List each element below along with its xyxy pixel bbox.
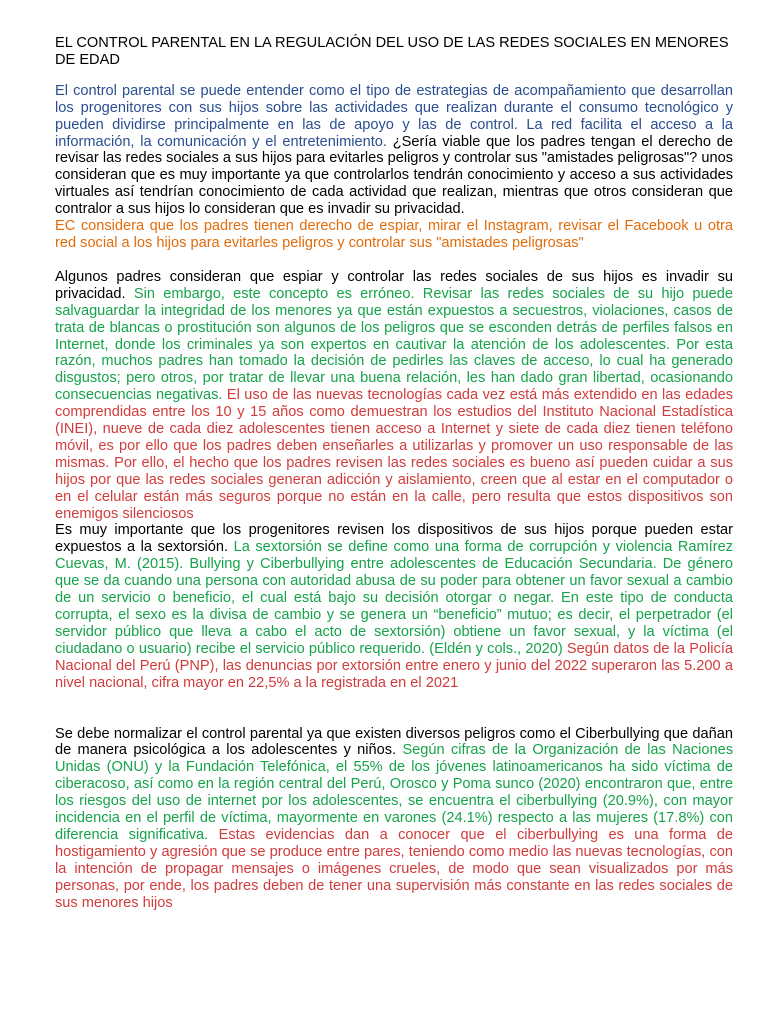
privacy-evidence-text: El uso de las nuevas tecnologías cada vez está más extendido en las edades comprendidas entre los 10 y 15 años como demuestran los estudios del Instituto Nacional Estadística (INEI), nueve de cada diez adolescentes tienen acceso a Internet y siete de cada diez tienen teléfono móvil, es por ello que los padres deben enseñarles a utilizarlas y promover un uso responsable de las mismas. Por ello, el hecho que los padres revisen las redes sociales es bueno así pueden cuidar a sus hijos por que las redes sociales generan adicción y aislamiento, creen que al estar en el computador o en el celular están más seguros porque no están en la calle, pero resulta que estos dispositivos son enemigos silenciosos xyxy=(55,387,734,522)
paragraph-spacer xyxy=(55,252,733,269)
document-title: EL CONTROL PARENTAL EN LA REGULACIÓN DEL USO DE LAS REDES SOCIALES EN MENORES DE EDAD xyxy=(55,35,729,68)
paragraph-spacer xyxy=(55,692,733,726)
privacy-argument-text: Sin embargo, este concepto es erróneo. Revisar las redes sociales de su hijo puede salvaguardar la integridad de los menores ya que están expuestos a secuestros, violaciones, casos de trata de blancas o prostitución son algunos de los peligros que se esconden detrás de perfiles falsos en Internet, donde los criminales ya son expertos en cautivar la atención de los adolescentes. Por esta razón, muchos padres han tomado la decisión de pedirles las claves de acceso, lo cual ha generado disgustos; pero otros, por tratar de llevar una buena relación, les han dado gran libertad, ocasionando consecuencias negativas. xyxy=(55,285,733,404)
sextortion-definition-text: La sextorsión se define como una forma de corrupción y violencia Ramírez Cuevas, M. (2015). Bullying y Ciberbullying entre adolescentes de Educación Secundaria. De género que se da cuando una persona con autoridad abusa de su poder para obtener un favor sexual a cambio de un servicio o beneficio, el cual está bajo su decisión otorgar o negar. En este tipo de conducta corrupta, el sexo es la divisa de cambio y se genera un “beneficio” mutuo; es decir, el perpetrador (el servidor público que lleva a cabo el acto de sextorsión) obtiene un favor sexual, y la víctima (el ciudadano o usuario) recibe el servicio público requerido. (Eldén y cols., 2020) xyxy=(55,539,734,657)
paragraph-intro xyxy=(55,83,733,218)
paragraph-cyberbullying xyxy=(55,726,733,912)
sextortion-statistics-text: Según datos de la Policía Nacional del Perú (PNP), las denuncias por extorsión entre enero y junio del 2022 superaron las 5.200 a nivel nacional, cifra mayor en 22,5% a la registrada en el 2021 xyxy=(55,640,733,691)
position-statement-text: EC considera que los padres tienen derecho de espiar, mirar el Instagram, revisar el Facebook u otra red social a los hijos para evitarles peligros y controlar sus "amistades peligrosas" xyxy=(55,218,733,251)
paragraph-position xyxy=(55,218,733,252)
intro-definition-text: El control parental se puede entender como el tipo de estrategias de acompañamiento que desarrollan los progenitores con sus hijos sobre las actividades que realizan durante el consumo tecnológico y pueden dividirse principalmente en las de apoyo y las de control. La red facilita el acceso a la información, la comunicación y el entretenimiento. xyxy=(55,82,733,150)
document-page xyxy=(55,35,733,912)
paragraph-sextortion xyxy=(55,522,733,691)
paragraph-privacy xyxy=(55,269,733,523)
cyberbullying-statistics-text: Según cifras de la Organización de las Naciones Unidas (ONU) y la Fundación Telefónica, el 55% de los jóvenes latinoamericanos ha sido víctima de ciberacoso, así como en la región central del Perú, Orosco y Poma sunco (2020) encontraron que, entre los riesgos del uso de internet por los adolescentes, se encuentra el ciberbullying (20.9%), con mayor incidencia en el perfil de víctima, mayormente en varones (24.1%) respecto a las mujeres (17.8%) con diferencia significativa. xyxy=(55,742,734,843)
intro-question-text: ¿Sería viable que los padres tengan el derecho de revisar las redes sociales a sus hijos para evitarles peligros y controlar sus "amistades peligrosas"? unos consideran que es muy importante ya que controlarlos tendrán conocimiento y acceso a sus actividades virtuales así tendrían conocimiento de cada actividad que realizan, mientras que otros consideran que contralor a sus hijos lo consideran que es invadir su privacidad. xyxy=(55,133,733,218)
privacy-topic-text: Algunos padres consideran que espiar y controlar las redes sociales de sus hijos es invadir su privacidad. xyxy=(55,268,733,302)
cyberbullying-conclusion-text: Estas evidencias dan a conocer que el ciberbullying es una forma de hostigamiento y agresión que se produce entre pares, teniendo como medio las nuevas tecnologías, con la intención de propagar mensajes o imágenes crueles, de modo que sean visualizados por más personas, por ende, los padres deben de tener una supervisión más constante en las redes sociales de sus menores hijos xyxy=(55,826,733,911)
sextortion-topic-text: Es muy importante que los progenitores revisen los dispositivos de sus hijos porque pueden estar expuestos a la sextorsión. xyxy=(55,522,733,556)
cyberbullying-topic-text: Se debe normalizar el control parental ya que existen diversos peligros como el Ciberbullying que dañan de manera psicológica a los adolescentes y niños. xyxy=(55,725,733,759)
